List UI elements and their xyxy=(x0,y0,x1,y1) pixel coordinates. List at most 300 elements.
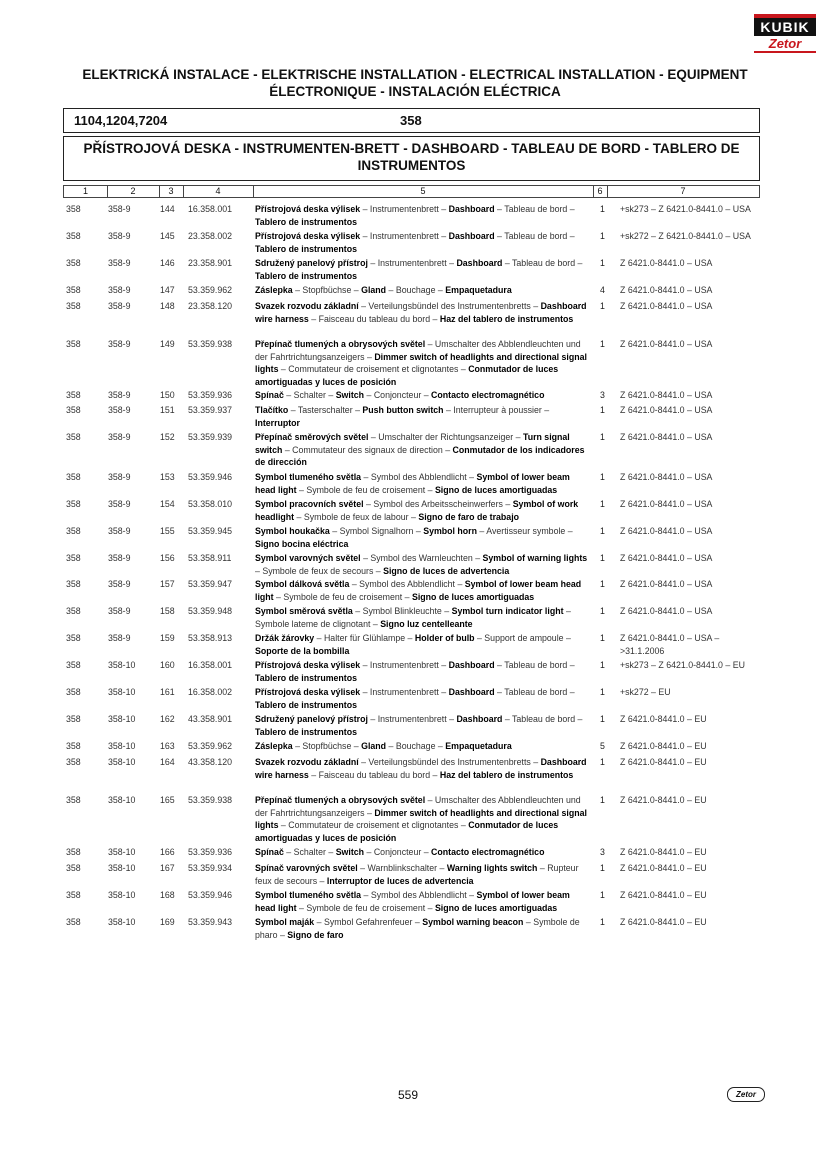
quantity: 1 xyxy=(600,863,605,873)
part-description xyxy=(255,659,590,684)
ref-group: 358 xyxy=(66,863,81,873)
part-description xyxy=(255,498,590,523)
part-description xyxy=(255,471,590,496)
part-description xyxy=(255,756,590,781)
quantity: 1 xyxy=(600,204,605,214)
part-number: 23.358.002 xyxy=(188,231,233,241)
description-text: – Conjoncteur – xyxy=(364,847,432,857)
description-text: – Interrupteur à poussier – xyxy=(443,405,550,415)
description-text: – Symbole de pharo – xyxy=(255,917,580,940)
part-description xyxy=(255,889,590,914)
description-text: – Symbol Gefahrenfeuer – xyxy=(314,917,423,927)
description-term: Signo de luces amortiguadas xyxy=(434,484,558,495)
ref-group: 358 xyxy=(66,499,81,509)
part-description xyxy=(255,605,590,630)
description-text: – Tableau de bord – xyxy=(502,258,583,268)
description-text: – Conjoncteur – xyxy=(364,390,432,400)
description-term: Symbol turn indicator light xyxy=(451,606,564,616)
ref-group: 358 xyxy=(66,526,81,536)
applicability-note: Z 6421.0-8441.0 – USA xyxy=(620,285,713,295)
ref-group: 358 xyxy=(66,633,81,643)
figure-ref: 358-9 xyxy=(108,553,131,563)
ref-group: 358 xyxy=(66,714,81,724)
position-number: 150 xyxy=(160,390,175,400)
applicability-note: Z 6421.0-8441.0 – USA xyxy=(620,390,713,400)
quantity: 1 xyxy=(600,339,605,349)
part-description xyxy=(255,632,590,657)
position-number: 154 xyxy=(160,499,175,509)
figure-ref: 358-9 xyxy=(108,301,131,311)
figure-ref: 358-9 xyxy=(108,472,131,482)
description-term: Symbol houkačka xyxy=(255,526,330,536)
position-number: 166 xyxy=(160,847,175,857)
quantity: 3 xyxy=(600,390,605,400)
column-header-6: 6 xyxy=(593,186,608,197)
description-term: Switch xyxy=(335,390,365,400)
position-number: 165 xyxy=(160,795,175,805)
applicability-note: Z 6421.0-8441.0 – USA xyxy=(620,339,713,349)
description-text: – Rupteur feux de secours – xyxy=(255,863,579,886)
quantity: 1 xyxy=(600,579,605,589)
applicability-note: Z 6421.0-8441.0 – EU xyxy=(620,757,707,767)
applicability-note: +sk272 – EU xyxy=(620,687,671,697)
page-title-line2: ÉLECTRONIQUE - INSTALACIÓN ELÉCTRICA xyxy=(269,84,561,99)
figure-ref: 358-10 xyxy=(108,741,136,751)
description-term: Conmutador de luces amortiguadas y luces de posición xyxy=(255,364,559,387)
description-term: Contacto electromagnético xyxy=(431,847,545,857)
position-number: 161 xyxy=(160,687,175,697)
part-description xyxy=(255,740,590,753)
description-text: – Instrumentenbrett – xyxy=(367,258,457,268)
description-term: Contacto electromagnético xyxy=(431,390,545,400)
position-number: 149 xyxy=(160,339,175,349)
part-number: 43.358.901 xyxy=(188,714,233,724)
part-number: 53.359.938 xyxy=(188,339,233,349)
position-number: 162 xyxy=(160,714,175,724)
position-number: 153 xyxy=(160,472,175,482)
ref-group: 358 xyxy=(66,339,81,349)
quantity: 1 xyxy=(600,526,605,536)
column-header-4: 4 xyxy=(183,186,254,197)
applicability-note: Z 6421.0-8441.0 – USA xyxy=(620,472,713,482)
description-term: Symbol varovných světel xyxy=(255,553,361,563)
description-term: Symbol tlumeného světla xyxy=(255,472,362,482)
figure-ref: 358-10 xyxy=(108,795,136,805)
description-term: Interruptor de luces de advertencia xyxy=(326,875,474,886)
description-term: Záslepka xyxy=(255,741,293,751)
description-text: – Instrumentenbrett – xyxy=(360,660,449,670)
column-header-3: 3 xyxy=(159,186,184,197)
applicability-note: Z 6421.0-8441.0 – USA xyxy=(620,432,713,442)
description-term: Přepínač tlumených a obrysových světel xyxy=(255,339,426,349)
column-header-5: 5 xyxy=(253,186,594,197)
description-text: – Symbole de feu de croisement – xyxy=(296,902,435,913)
figure-ref: 358-10 xyxy=(108,714,136,724)
applicability-note: +sk273 – Z 6421.0-8441.0 – USA xyxy=(620,204,751,214)
ref-group: 358 xyxy=(66,579,81,589)
description-term: Spínač xyxy=(255,847,284,857)
part-description xyxy=(255,552,590,577)
figure-ref: 358-9 xyxy=(108,204,131,214)
description-text: – Umschalter des Abblendleuchten und der Fahrtrichtungsanzeigers – xyxy=(255,339,581,362)
description-term: Tablero de instrumentos xyxy=(255,726,357,737)
ref-group: 358 xyxy=(66,472,81,482)
position-number: 169 xyxy=(160,917,175,927)
part-number: 53.359.946 xyxy=(188,472,233,482)
part-number: 23.358.901 xyxy=(188,258,233,268)
applicability-note: Z 6421.0-8441.0 – USA xyxy=(620,499,713,509)
part-number: 16.358.002 xyxy=(188,687,233,697)
quantity: 1 xyxy=(600,687,605,697)
description-term: Symbol of warning lights xyxy=(482,553,588,563)
description-term: Spínač varovných světel xyxy=(255,863,358,873)
part-number: 23.358.120 xyxy=(188,301,233,311)
part-description xyxy=(255,431,590,469)
description-term: Turn signal switch xyxy=(255,432,570,455)
position-number: 148 xyxy=(160,301,175,311)
part-description xyxy=(255,713,590,738)
part-number: 53.359.934 xyxy=(188,863,233,873)
description-term: Dashboard xyxy=(456,714,503,724)
position-number: 168 xyxy=(160,890,175,900)
description-text: – Tableau de bord – xyxy=(494,660,575,670)
description-term: Dashboard xyxy=(448,204,495,214)
part-number: 53.358.010 xyxy=(188,499,233,509)
description-term: Symbol horn xyxy=(423,526,477,536)
description-text: – Symbole de feux de secours – xyxy=(255,565,384,576)
description-text: – Instrumentenbrett – xyxy=(360,231,449,241)
description-term: Spínač xyxy=(255,390,284,400)
part-number: 43.358.120 xyxy=(188,757,233,767)
position-number: 147 xyxy=(160,285,175,295)
part-description xyxy=(255,578,590,603)
description-term: Tablero de instrumentos xyxy=(255,672,357,683)
figure-ref: 358-10 xyxy=(108,917,136,927)
description-term: Gland xyxy=(361,285,387,295)
description-term: Conmutador de los indicadores de dirección xyxy=(255,444,585,467)
ref-group: 358 xyxy=(66,917,81,927)
figure-ref: 358-10 xyxy=(108,757,136,767)
part-description xyxy=(255,525,590,550)
quantity: 1 xyxy=(600,405,605,415)
ref-group: 358 xyxy=(66,390,81,400)
quantity: 1 xyxy=(600,606,605,616)
description-term: Interruptor xyxy=(255,417,300,428)
position-number: 146 xyxy=(160,258,175,268)
ref-group: 358 xyxy=(66,795,81,805)
position-number: 164 xyxy=(160,757,175,767)
applicability-note: Z 6421.0-8441.0 – EU xyxy=(620,741,707,751)
description-term: Symbol of lower beam head light xyxy=(255,579,582,602)
description-term: Tablero de instrumentos xyxy=(255,243,357,254)
description-term: Symbol směrová světla xyxy=(255,606,353,616)
part-number: 53.359.948 xyxy=(188,606,233,616)
description-text: – Symbol des Arbeitsscheinwerfers – xyxy=(363,499,513,509)
position-number: 160 xyxy=(160,660,175,670)
applicability-note: +sk273 – Z 6421.0-8441.0 – EU xyxy=(620,660,745,670)
part-number: 53.359.936 xyxy=(188,390,233,400)
quantity: 1 xyxy=(600,499,605,509)
part-description xyxy=(255,389,590,402)
logo-brand: KUBIK xyxy=(754,14,816,36)
description-term: Signo bocina eléctrica xyxy=(255,538,349,549)
description-term: Signo de luces amortiguadas xyxy=(434,902,558,913)
description-text: – Commutateur de croisement et clignotantes – xyxy=(278,820,469,830)
description-term: Empaquetadura xyxy=(445,285,512,295)
column-header-7: 7 xyxy=(680,186,686,196)
position-number: 158 xyxy=(160,606,175,616)
figure-ref: 358-9 xyxy=(108,606,131,616)
description-text: – Symbol des Abblendlicht – xyxy=(361,890,477,900)
description-text: – Halter für Glühlampe – xyxy=(314,633,415,643)
figure-ref: 358-10 xyxy=(108,687,136,697)
quantity: 1 xyxy=(600,432,605,442)
ref-group: 358 xyxy=(66,606,81,616)
ref-group: 358 xyxy=(66,405,81,415)
description-text: – Bouchage – xyxy=(386,285,446,295)
description-term: Záslepka xyxy=(255,285,293,295)
description-term: Svazek rozvodu základní xyxy=(255,301,359,311)
part-number: 53.359.939 xyxy=(188,432,233,442)
figure-ref: 358-9 xyxy=(108,285,131,295)
applicability-note: Z 6421.0-8441.0 – EU xyxy=(620,863,707,873)
description-term: Gland xyxy=(361,741,387,751)
description-text: – Symbol Blinkleuchte – xyxy=(352,606,452,616)
description-term: Warning lights switch xyxy=(446,863,538,873)
applicability-note: +sk272 – Z 6421.0-8441.0 – USA xyxy=(620,231,751,241)
position-number: 163 xyxy=(160,741,175,751)
applicability-note: Z 6421.0-8441.0 – USA xyxy=(620,405,713,415)
description-term: Signo de faro xyxy=(287,929,344,940)
position-number: 145 xyxy=(160,231,175,241)
description-term: Svazek rozvodu základní xyxy=(255,757,359,767)
description-text: – Tasterschalter – xyxy=(288,405,363,415)
position-number: 167 xyxy=(160,863,175,873)
ref-group: 358 xyxy=(66,432,81,442)
applicability-note: Z 6421.0-8441.0 – USA xyxy=(620,526,713,536)
position-number: 157 xyxy=(160,579,175,589)
ref-group: 358 xyxy=(66,553,81,563)
description-text: – Symbole de feux de labour – xyxy=(294,511,419,522)
description-term: Symbol of lower beam head light xyxy=(255,890,570,913)
page-number: 559 xyxy=(398,1088,419,1102)
quantity: 4 xyxy=(600,285,605,295)
description-term: Symbol pracovních světel xyxy=(255,499,364,509)
description-text: – Faisceau du tableau du bord – xyxy=(308,313,440,324)
quantity: 1 xyxy=(600,714,605,724)
description-term: Sdružený panelový přístroj xyxy=(255,714,368,724)
part-description xyxy=(255,794,590,844)
ref-group: 358 xyxy=(66,301,81,311)
figure-ref: 358-9 xyxy=(108,633,131,643)
description-text: – Bouchage – xyxy=(386,741,446,751)
description-term: Empaquetadura xyxy=(445,741,512,751)
quantity: 1 xyxy=(600,301,605,311)
zetor-footer-mark: Zetor xyxy=(727,1087,765,1102)
figure-ref: 358-9 xyxy=(108,432,131,442)
figure-ref: 358-9 xyxy=(108,231,131,241)
figure-ref: 358-9 xyxy=(108,526,131,536)
quantity: 1 xyxy=(600,757,605,767)
description-text: – Symbol des Abblendlicht – xyxy=(361,472,477,482)
quantity: 3 xyxy=(600,847,605,857)
description-term: Signo de luces amortiguadas xyxy=(411,591,535,602)
part-description xyxy=(255,338,590,388)
ref-group: 358 xyxy=(66,258,81,268)
part-description xyxy=(255,203,590,228)
part-number: 53.359.962 xyxy=(188,741,233,751)
figure-ref: 358-9 xyxy=(108,499,131,509)
quantity: 1 xyxy=(600,633,605,643)
ref-group: 358 xyxy=(66,285,81,295)
description-text: – Instrumentenbrett – xyxy=(367,714,457,724)
description-term: Push button switch xyxy=(362,405,444,415)
description-term: Symbol of lower beam head light xyxy=(255,472,570,495)
description-text: – Symbol des Abblendlicht – xyxy=(349,579,465,589)
description-text: – Verteilungsbündel des Instrumentenbretts – xyxy=(358,757,541,767)
quantity: 1 xyxy=(600,231,605,241)
ref-group: 358 xyxy=(66,204,81,214)
ref-group: 358 xyxy=(66,847,81,857)
group-number: 358 xyxy=(400,113,422,128)
ref-group: 358 xyxy=(66,757,81,767)
page-title-line1: ELEKTRICKÁ INSTALACE - ELEKTRISCHE INSTALLATION - ELECTRICAL INSTALLATION - EQUIPMENT xyxy=(82,67,748,82)
quantity: 1 xyxy=(600,258,605,268)
description-term: Soporte de la bombilla xyxy=(255,645,350,656)
description-term: Dashboard xyxy=(456,258,503,268)
description-term: Signo de luces de advertencia xyxy=(383,565,510,576)
applicability-note: Z 6421.0-8441.0 – EU xyxy=(620,714,707,724)
description-text: – Symbole de feu de croisement – xyxy=(273,591,412,602)
description-term: Signo de faro de trabajo xyxy=(418,511,520,522)
part-number: 53.359.936 xyxy=(188,847,233,857)
description-term: Tlačítko xyxy=(255,405,289,415)
figure-ref: 358-9 xyxy=(108,339,131,349)
quantity: 1 xyxy=(600,795,605,805)
model-list: 1104,1204,7204 xyxy=(74,113,168,128)
figure-ref: 358-10 xyxy=(108,890,136,900)
description-text: – Symbole lateme de clignotant – xyxy=(255,606,571,629)
part-number: 53.359.945 xyxy=(188,526,233,536)
description-text: – Stopfbüchse – xyxy=(292,741,362,751)
position-number: 156 xyxy=(160,553,175,563)
description-text: – Support de ampoule – xyxy=(474,633,571,643)
description-text: – Verteilungsbündel des Instrumentenbretts – xyxy=(358,301,541,311)
description-term: Haz del tablero de instrumentos xyxy=(439,769,574,780)
description-term: Symbol maják xyxy=(255,917,315,927)
description-text: – Faisceau du tableau du bord – xyxy=(308,769,440,780)
description-text: – Commutateur des signaux de direction – xyxy=(282,444,453,455)
description-text: – Symbole de feu de croisement – xyxy=(296,484,435,495)
section-title-line1: PŘÍSTROJOVÁ DESKA - INSTRUMENTEN-BRETT - DASHBOARD - TABLEAU DE BORD - TABLERO DE xyxy=(83,141,740,156)
applicability-note: Z 6421.0-8441.0 – EU xyxy=(620,795,707,805)
description-text: – Warnblinkschalter – xyxy=(357,863,447,873)
description-term: Tablero de instrumentos xyxy=(255,699,357,710)
applicability-note: Z 6421.0-8441.0 – USA xyxy=(620,301,713,311)
logo-sub: Zetor xyxy=(754,36,816,53)
description-term: Symbol warning beacon xyxy=(422,917,524,927)
applicability-note: Z 6421.0-8441.0 – USA xyxy=(620,579,713,589)
figure-ref: 358-9 xyxy=(108,405,131,415)
description-term: Switch xyxy=(335,847,365,857)
description-text: – Commutateur de croisement et clignotantes – xyxy=(278,364,469,374)
description-term: Dashboard xyxy=(448,660,495,670)
description-term: Držák žárovky xyxy=(255,633,315,643)
applicability-note: Z 6421.0-8441.0 – EU xyxy=(620,847,707,857)
quantity: 5 xyxy=(600,741,605,751)
figure-ref: 358-9 xyxy=(108,258,131,268)
column-header-2: 2 xyxy=(107,186,160,197)
applicability-note: Z 6421.0-8441.0 – EU xyxy=(620,890,707,900)
part-number: 53.359.947 xyxy=(188,579,233,589)
description-term: Signo luz centelleante xyxy=(380,618,473,629)
description-term: Přístrojová deska výlisek xyxy=(255,687,361,697)
part-number: 53.358.911 xyxy=(188,553,232,563)
description-term: Symbol of work headlight xyxy=(255,499,579,522)
part-description xyxy=(255,404,590,429)
figure-ref: 358-10 xyxy=(108,847,136,857)
description-term: Sdružený panelový přístroj xyxy=(255,258,368,268)
part-description xyxy=(255,300,590,325)
applicability-note: Z 6421.0-8441.0 – EU xyxy=(620,917,707,927)
quantity: 1 xyxy=(600,553,605,563)
description-term: Přepínač směrových světel xyxy=(255,432,369,442)
part-number: 53.358.913 xyxy=(188,633,233,643)
description-text: – Tableau de bord – xyxy=(502,714,583,724)
description-term: Dimmer switch of headlights and directional signal lights xyxy=(255,807,587,830)
position-number: 152 xyxy=(160,432,175,442)
description-term: Holder of bulb xyxy=(414,633,475,643)
description-text: – Symbol des Warnleuchten – xyxy=(360,553,483,563)
section-title-line2: INSTRUMENTOS xyxy=(357,157,466,173)
description-text: – Schalter – xyxy=(283,847,336,857)
part-description xyxy=(255,686,590,711)
description-term: Přístrojová deska výlisek xyxy=(255,231,361,241)
description-term: Symbol dálková světla xyxy=(255,579,350,589)
description-term: Dashboard xyxy=(448,231,495,241)
position-number: 144 xyxy=(160,204,175,214)
part-description xyxy=(255,916,590,941)
description-term: Tablero de instrumentos xyxy=(255,216,357,227)
ref-group: 358 xyxy=(66,741,81,751)
description-term: Dimmer switch of headlights and directional signal lights xyxy=(255,351,587,374)
description-term: Dashboard xyxy=(448,687,495,697)
part-description xyxy=(255,846,590,859)
position-number: 151 xyxy=(160,405,175,415)
figure-ref: 358-9 xyxy=(108,579,131,589)
part-number: 53.359.938 xyxy=(188,795,233,805)
description-text: – Instrumentenbrett – xyxy=(360,687,449,697)
description-text: – Tableau de bord – xyxy=(494,231,575,241)
quantity: 1 xyxy=(600,917,605,927)
description-text: – Tableau de bord – xyxy=(494,687,575,697)
description-term: Symbol tlumeného světla xyxy=(255,890,362,900)
applicability-note: Z 6421.0-8441.0 – USA xyxy=(620,606,713,616)
description-term: Přístrojová deska výlisek xyxy=(255,204,361,214)
position-number: 155 xyxy=(160,526,175,536)
description-text: – Umschalter der Richtungsanzeiger – xyxy=(368,432,523,442)
applicability-note: Z 6421.0-8441.0 – USA xyxy=(620,553,713,563)
part-number: 16.358.001 xyxy=(188,660,233,670)
ref-group: 358 xyxy=(66,890,81,900)
description-term: Přístrojová deska výlisek xyxy=(255,660,361,670)
ref-group: 358 xyxy=(66,231,81,241)
description-term: Dashboard wire harness xyxy=(255,301,587,324)
description-term: Haz del tablero de instrumentos xyxy=(439,313,574,324)
part-description xyxy=(255,862,590,887)
ref-group: 358 xyxy=(66,687,81,697)
quantity: 1 xyxy=(600,472,605,482)
